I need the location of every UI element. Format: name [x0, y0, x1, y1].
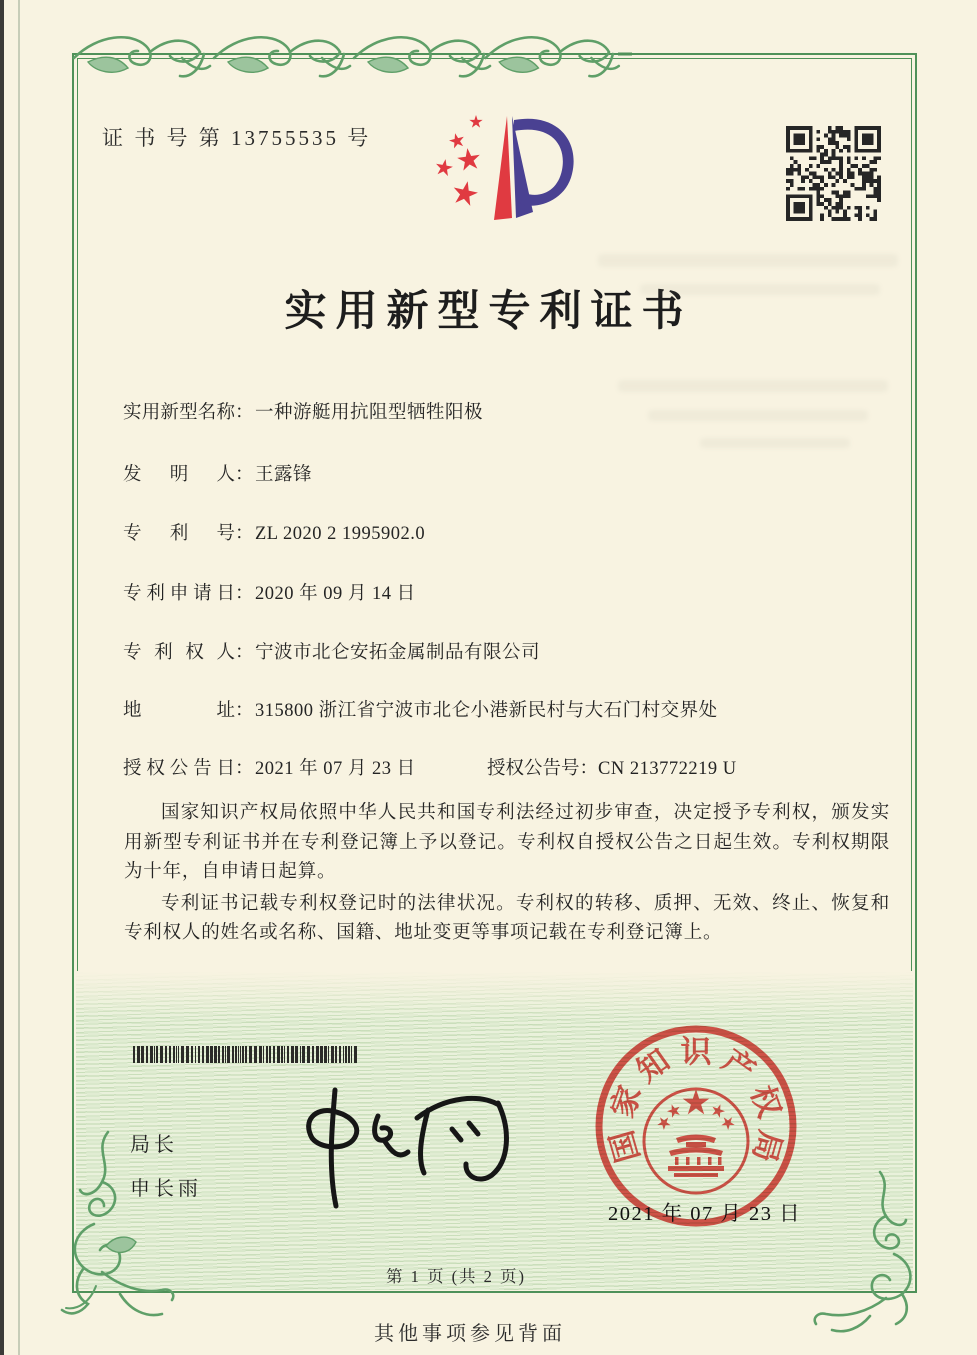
- field-row-grant-date: 授权公告日：2021 年 07 月 23 日: [123, 754, 416, 780]
- seal-date: 2021 年 07 月 23 日: [608, 1203, 802, 1225]
- field-value: 一种游艇用抗阻型牺牲阳极: [255, 403, 484, 423]
- field-row-grant-number: 授权公告号：CN 213772219 U: [487, 759, 737, 779]
- signature-handwriting: [272, 1068, 532, 1218]
- field-label: 专利申请日: [123, 584, 235, 604]
- field-label: 专利号: [123, 524, 235, 544]
- national-emblem-icon: [644, 1089, 748, 1193]
- field-value: 315800 浙江省宁波市北仑小港新民村与大石门村交界处: [255, 701, 718, 721]
- field-value: 2021 年 07 月 23 日: [255, 759, 416, 779]
- field-label: 授权公告号: [487, 759, 580, 779]
- field-value: CN 213772219 U: [598, 759, 737, 779]
- svg-text:识: 识: [680, 1034, 712, 1070]
- ink-bleed-smudge: [700, 438, 850, 448]
- signer-title: 局长: [130, 1134, 178, 1156]
- field-value: 宁波市北仑安拓金属制品有限公司: [255, 643, 541, 663]
- svg-text:国: 国: [603, 1126, 646, 1167]
- legal-paragraph: 专利证书记载专利权登记时的法律状况。专利权的转移、质押、无效、终止、恢复和专利权人的姓名或名称、国籍、地址变更等事项记载在专利登记簿上。: [124, 893, 890, 943]
- field-row-inventor: 发明人：王露锋: [123, 460, 312, 486]
- field-value: ZL 2020 2 1995902.0: [255, 524, 426, 544]
- field-value: 王露锋: [255, 465, 313, 485]
- ink-bleed-smudge: [618, 380, 888, 392]
- ink-bleed-smudge: [598, 254, 898, 267]
- certificate-title: 实用新型专利证书: [284, 289, 693, 335]
- scan-edge: [0, 0, 4, 1355]
- barcode: [133, 1046, 363, 1063]
- certificate-number: 证 书 号 第 13755535 号: [102, 126, 372, 150]
- field-label: 专利权人: [123, 643, 235, 663]
- field-row-address: 地址：315800 浙江省宁波市北仑小港新民村与大石门村交界处: [123, 696, 718, 722]
- field-row-name: 实用新型名称：一种游艇用抗阻型牺牲阳极: [123, 398, 483, 424]
- field-row-patent-number: 专利号：ZL 2020 2 1995902.0: [123, 519, 425, 545]
- field-label: 地址: [123, 701, 235, 721]
- svg-text:知: 知: [630, 1042, 676, 1089]
- field-label: 实用新型名称: [123, 403, 235, 423]
- svg-text:产: 产: [716, 1042, 762, 1089]
- svg-text:家: 家: [604, 1081, 648, 1122]
- signer-name: 申长雨: [130, 1178, 202, 1200]
- ink-bleed-smudge: [648, 410, 868, 421]
- cnipa-logo-icon: [420, 108, 584, 250]
- qr-code: [786, 126, 881, 221]
- page-indicator: 第 1 页 (共 2 页): [385, 1267, 527, 1286]
- ink-bleed-smudge: [640, 284, 880, 295]
- legal-text: [124, 799, 890, 951]
- field-row-filing-date: 专利申请日：2020 年 09 月 14 日: [123, 579, 416, 605]
- paper-fold-line: [18, 0, 20, 1355]
- legal-paragraph: 国家知识产权局依照中华人民共和国专利法经过初步审查，决定授予专利权，颁发实用新型专利证书并在专利登记簿上予以登记。专利权自授权公告之日起生效。专利权期限为十年，自申请日起算。: [124, 803, 890, 882]
- field-value: 2020 年 09 月 14 日: [255, 584, 416, 604]
- back-note: 其他事项参见背面: [374, 1323, 566, 1345]
- svg-text:权: 权: [744, 1081, 788, 1122]
- field-label: 发明人: [123, 465, 235, 485]
- svg-text:局: 局: [746, 1126, 789, 1167]
- field-row-patentee: 专利权人：宁波市北仑安拓金属制品有限公司: [123, 638, 540, 664]
- field-label: 授权公告日: [123, 759, 235, 779]
